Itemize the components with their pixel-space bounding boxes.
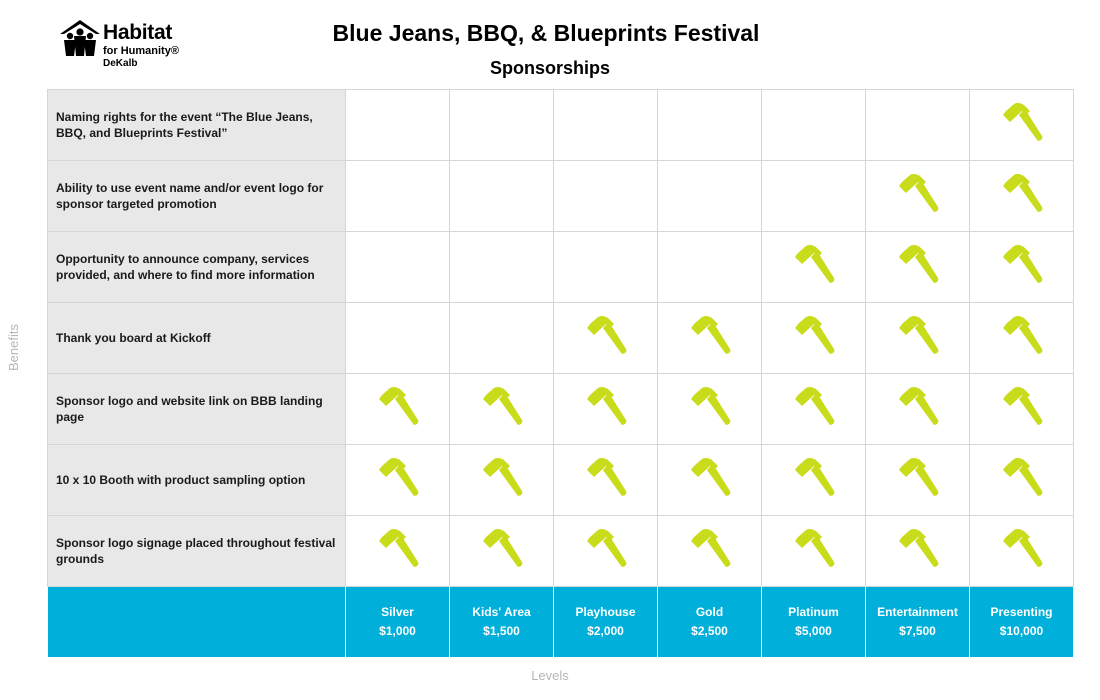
level-header xyxy=(554,587,658,658)
benefit-row xyxy=(48,90,1074,161)
level-price: $1,500 xyxy=(483,624,520,638)
page-title xyxy=(0,20,1100,47)
hammer-icon xyxy=(688,314,732,358)
benefit-cell xyxy=(658,232,762,303)
benefit-cell xyxy=(658,374,762,445)
benefit-label: Sponsor logo and website link on BBB landing page xyxy=(48,374,346,445)
level-name: Platinum xyxy=(788,605,839,619)
x-axis-label: Levels xyxy=(531,668,569,683)
hammer-icon xyxy=(584,527,628,571)
benefit-label: Naming rights for the event “The Blue Jeans, BBQ, and Blueprints Festival” xyxy=(48,90,346,161)
hammer-icon xyxy=(688,456,732,500)
hammer-icon xyxy=(792,385,836,429)
benefit-cell xyxy=(970,161,1074,232)
benefit-cell xyxy=(658,445,762,516)
hammer-icon xyxy=(896,314,940,358)
benefit-cell xyxy=(762,90,866,161)
benefit-cell xyxy=(762,232,866,303)
levels-row xyxy=(48,587,1074,658)
level-price: $5,000 xyxy=(795,624,832,638)
benefit-cell xyxy=(554,516,658,587)
benefit-cell xyxy=(970,445,1074,516)
level-price: $10,000 xyxy=(999,624,1044,638)
benefit-cell xyxy=(970,90,1074,161)
hammer-icon xyxy=(1000,385,1044,429)
benefit-label: Opportunity to announce company, services provided, and where to find more information xyxy=(48,232,346,303)
benefit-cell xyxy=(346,303,450,374)
hammer-icon xyxy=(896,385,940,429)
benefit-cell xyxy=(866,516,970,587)
benefit-label: 10 x 10 Booth with product sampling option xyxy=(48,445,346,516)
level-name: Gold xyxy=(695,605,724,619)
hammer-icon xyxy=(1000,527,1044,571)
hammer-icon xyxy=(688,385,732,429)
benefit-cell xyxy=(450,161,554,232)
benefit-cell xyxy=(866,445,970,516)
logo-brand-text: Habitat xyxy=(103,21,173,44)
hammer-icon xyxy=(792,456,836,500)
hammer-icon xyxy=(1000,456,1044,500)
hammer-icon xyxy=(376,456,420,500)
benefit-label: Sponsor logo signage placed throughout festival grounds xyxy=(48,516,346,587)
benefit-cell xyxy=(450,232,554,303)
benefit-cell xyxy=(866,303,970,374)
level-header xyxy=(970,587,1074,658)
benefit-cell xyxy=(450,374,554,445)
benefit-cell xyxy=(554,303,658,374)
benefit-cell xyxy=(762,445,866,516)
hammer-icon xyxy=(376,385,420,429)
benefit-cell xyxy=(450,516,554,587)
level-name: Silver xyxy=(381,605,414,619)
benefit-cell xyxy=(346,374,450,445)
level-name: Presenting xyxy=(990,605,1053,619)
hammer-icon xyxy=(584,314,628,358)
logo-chapter-text: DeKalb xyxy=(103,58,138,69)
hammer-icon xyxy=(896,527,940,571)
level-header xyxy=(450,587,554,658)
level-header xyxy=(762,587,866,658)
hammer-icon xyxy=(480,385,524,429)
hammer-icon xyxy=(1000,243,1044,287)
benefit-cell xyxy=(346,161,450,232)
hammer-icon xyxy=(480,527,524,571)
benefit-cell xyxy=(970,516,1074,587)
benefit-cell xyxy=(554,374,658,445)
hammer-icon xyxy=(792,314,836,358)
benefit-cell xyxy=(346,90,450,161)
benefit-label: Ability to use event name and/or event logo for sponsor targeted promotion xyxy=(48,161,346,232)
sponsorship-table xyxy=(47,89,1074,658)
benefit-cell xyxy=(346,516,450,587)
hammer-icon xyxy=(480,456,524,500)
benefit-cell xyxy=(658,90,762,161)
level-header xyxy=(346,587,450,658)
hammer-icon xyxy=(584,385,628,429)
page-title-text: Blue Jeans, BBQ, & Blueprints Festival xyxy=(332,20,760,46)
benefit-cell xyxy=(866,374,970,445)
level-name: Entertainment xyxy=(877,605,958,619)
benefit-cell xyxy=(450,303,554,374)
page-subtitle: Sponsorships xyxy=(489,58,610,78)
benefit-cell xyxy=(346,232,450,303)
level-name: Playhouse xyxy=(575,605,636,619)
hammer-icon xyxy=(1000,172,1044,216)
level-price: $1,000 xyxy=(379,624,416,638)
hammer-icon xyxy=(688,527,732,571)
hammer-icon xyxy=(896,243,940,287)
level-price: $7,500 xyxy=(899,624,936,638)
benefit-cell xyxy=(450,445,554,516)
level-name: Kids' Area xyxy=(472,605,531,619)
hammer-icon xyxy=(584,456,628,500)
logo-sub-text: for Humanity® xyxy=(103,45,179,57)
hammer-icon xyxy=(896,456,940,500)
benefit-cell xyxy=(554,232,658,303)
benefit-cell xyxy=(970,303,1074,374)
hammer-icon xyxy=(792,243,836,287)
level-header xyxy=(658,587,762,658)
benefit-cell xyxy=(554,161,658,232)
benefit-row xyxy=(48,161,1074,232)
benefit-cell xyxy=(970,374,1074,445)
hammer-icon xyxy=(1000,101,1044,145)
benefit-cell xyxy=(762,161,866,232)
benefit-row xyxy=(48,303,1074,374)
benefit-cell xyxy=(554,90,658,161)
y-axis-label: Benefits xyxy=(5,324,21,371)
benefit-cell xyxy=(970,232,1074,303)
benefit-cell xyxy=(658,303,762,374)
benefit-cell xyxy=(554,445,658,516)
benefit-row xyxy=(48,374,1074,445)
level-price: $2,000 xyxy=(587,624,624,638)
benefit-cell xyxy=(866,90,970,161)
hammer-icon xyxy=(376,527,420,571)
hammer-icon xyxy=(896,172,940,216)
levels-blank-cell xyxy=(48,587,346,658)
level-price: $2,500 xyxy=(691,624,728,638)
benefit-cell xyxy=(658,516,762,587)
benefit-label: Thank you board at Kickoff xyxy=(48,303,346,374)
benefit-row xyxy=(48,516,1074,587)
benefit-cell xyxy=(762,374,866,445)
hammer-icon xyxy=(1000,314,1044,358)
benefit-cell xyxy=(866,161,970,232)
level-header xyxy=(866,587,970,658)
benefit-cell xyxy=(658,161,762,232)
hammer-icon xyxy=(792,527,836,571)
benefit-row xyxy=(48,232,1074,303)
benefit-row xyxy=(48,445,1074,516)
benefit-cell xyxy=(762,516,866,587)
benefit-cell xyxy=(346,445,450,516)
benefit-cell xyxy=(866,232,970,303)
benefit-cell xyxy=(762,303,866,374)
benefit-cell xyxy=(450,90,554,161)
